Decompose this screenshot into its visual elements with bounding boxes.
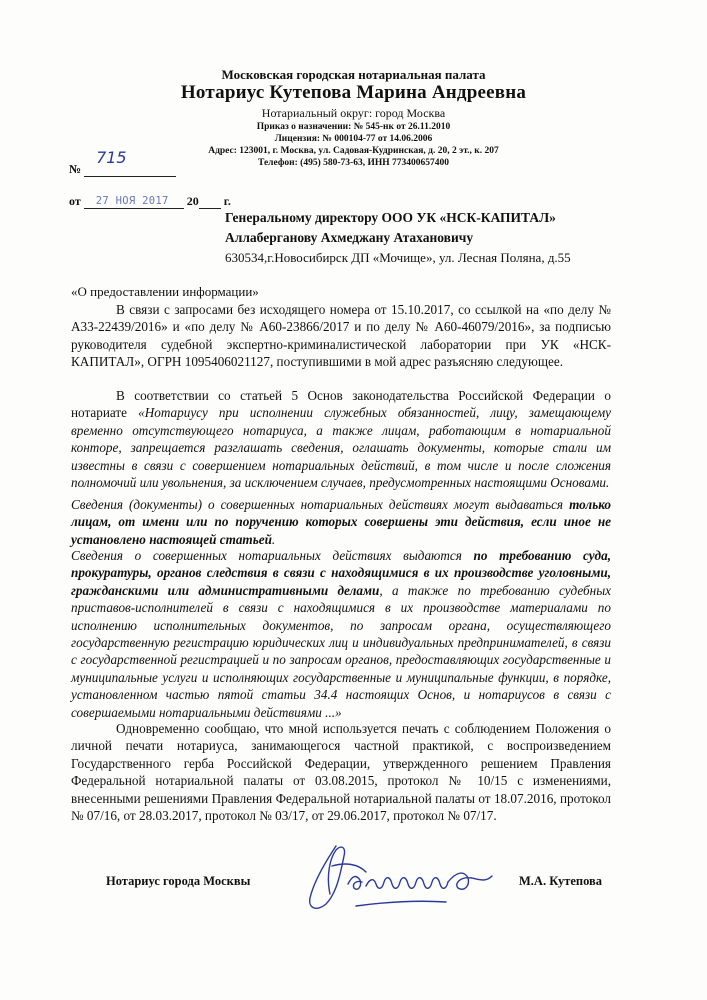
outgoing-date [69, 194, 231, 209]
number-prefix: № [69, 162, 82, 176]
signatory-name: М.А. Кутепова [519, 874, 603, 888]
paragraph-request: В связи с запросами без исходящего номера от 15.10.2017, со ссылкой на «по делу № А33-22439/2016» и «по делу № А60-23866/2017 и по делу № А60-46079/2016», за подписью руководителя судебной экспертно-криминалистической лаборатории при УК «НСК-КАПИТАЛ», ОГРН 1095406021127, поступившими в мой адрес разъясняю следующее. [71, 302, 611, 370]
notary-district: Нотариальный округ: город Москва [261, 106, 446, 120]
disclosure-end: . [271, 531, 276, 547]
year-suffix: г. [223, 194, 231, 208]
paragraph-disclosure [71, 496, 611, 548]
year-field [199, 194, 221, 209]
notary-name: Нотариус Кутепова Марина Андреевна [180, 82, 527, 103]
recipient-title: Генеральному директору ООО УК «НСК-КАПИТАЛ» [225, 210, 556, 225]
office-address: Адрес: 123001, г. Москва, ул. Садовая-Кудринская, д. 20, 2 эт., к. 207 [208, 146, 499, 156]
number-field [84, 148, 176, 177]
chamber-name: Московская городская нотариальная палата [221, 67, 486, 82]
authorities-rest: , а также по требованию судебных приставов-исполнителей в связи с находящимися в их производстве материалами по исполнению исполнительных документов, по запросам органа, осуществляющего государственную регистрацию юридических лиц и индивидуальных предпринимателей, в связи с государственной регистрацией и по запросам органов, предоставляющих государственные и муниципальные услуги и исполняющих государственные и муниципальные функции, в порядке, установленном частью пятой статьи 34.4 настоящих Основ, и нотариусов в связи с совершаемыми нотариальными действиями ...» [71, 582, 612, 720]
signature-title: Нотариус города Москвы [106, 874, 251, 888]
outgoing-number [69, 148, 176, 177]
authorities-emphasis: по требованию суда, прокуратуры, органов следствия в связи с находящимися в их производстве уголовными, гражданскими или административными делами [71, 548, 611, 598]
date-stamp: 27 НОЯ 2017 [95, 195, 169, 207]
paragraph-law-quote [71, 387, 611, 491]
letter-subject: «О предоставлении информации» [71, 284, 259, 299]
appointment-order: Приказ о назначении: № 545-нк от 26.11.2010 [256, 122, 451, 132]
authorities-intro: Сведения о совершенных нотариальных действиях выдаются [71, 548, 474, 563]
law-quote: «Нотариусу при исполнении служебных обязанностей, лицу, замещающему временно отсутствующего нотариуса, а также лицам, работающим в нотариальной конторе, запрещается разглашать сведения, оглашать документы, которые стали им известны в связи с совершением нотариальных действий, в том числе и после сложения полномочий или увольнения, за исключением случаев, предусмотренных настоящими Основами. [71, 405, 612, 491]
disclosure-emphasis: только лицам, от имени или по поручению которых совершены эти действия, если иное не установлено настоящей статьей [71, 497, 611, 547]
license-info: Лицензия: № 000104-77 от 14.06.2006 [274, 134, 433, 144]
handwritten-signature-icon [296, 836, 516, 926]
year-prefix: 20 [186, 194, 199, 208]
recipient-address: 630534,г.Новосибирск ДП «Мочище», ул. Лесная Поляна, д.55 [225, 250, 571, 265]
paragraph-seal: Одновременно сообщаю, что мной используется печать с соблюдением Положения о личной печати нотариуса, занимающегося частной практикой, с воспроизведением Государственного герба Российской Федерации, утвержденного решением Правления Федеральной нотариальной палаты от 03.08.2015, протокол № 10/15 с изменениями, внесенными решениями Правления Федеральной нотариальной палаты от 18.07.2016, протокол № 07/16, от 28.03.2017, протокол № 03/17, от 29.06.2017, протокол № 07/17. [71, 721, 611, 824]
date-field [84, 194, 184, 209]
law-intro: В соответствии со статьей 5 Основ законодательства Российской Федерации о нотариате [71, 388, 611, 421]
phone-inn: Телефон: (495) 580-73-63, ИНН 773400657400 [257, 158, 449, 168]
handwritten-number: 715 [96, 148, 127, 167]
disclosure-intro: Сведения (документы) о совершенных нотариальных действиях могут выдаваться [71, 497, 570, 512]
paragraph-authorities [71, 547, 611, 721]
date-prefix: от [69, 194, 81, 208]
recipient-name: Аллаберганову Ахмеджану Атахановичу [225, 230, 474, 245]
